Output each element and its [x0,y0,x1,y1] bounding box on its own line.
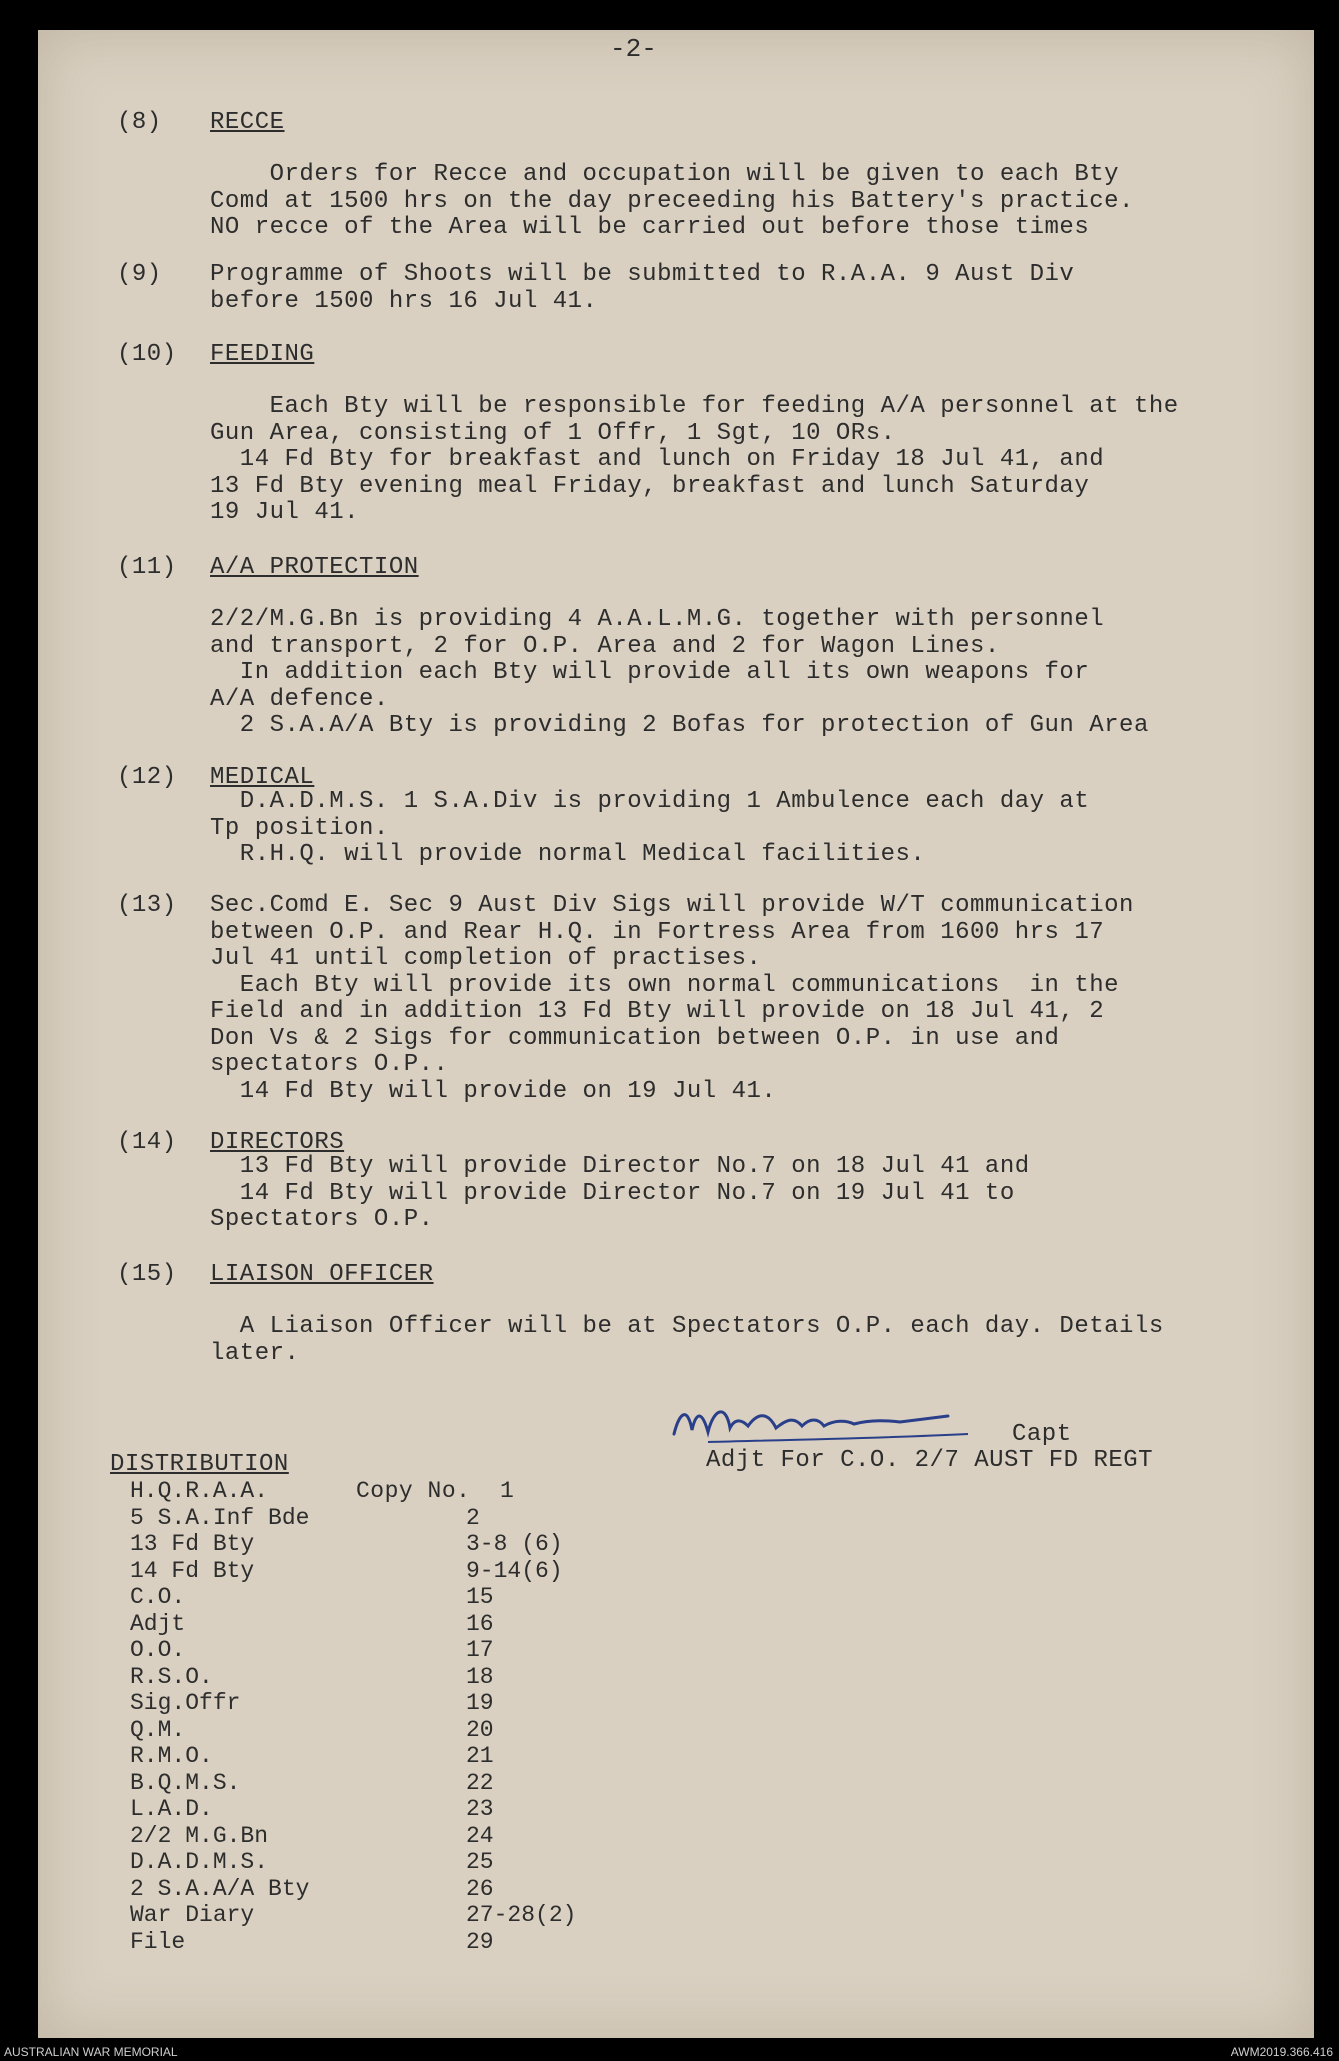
section-heading: A/A PROTECTION [210,554,419,581]
section-line: Orders for Recce and occupation will be given to each Bty [210,161,1120,188]
distribution-recipient: Adjt [130,1610,186,1637]
distribution-row [130,1690,630,1716]
section-number: (12) [117,764,177,791]
distribution-recipient: O.O. [130,1637,186,1663]
distribution-copy: 17 [466,1637,494,1663]
section-line: A Liaison Officer will be at Spectators O.P. each day. Details [210,1313,1164,1340]
section-line: Field and in addition 13 Fd Bty will provide on 18 Jul 41, 2 [210,998,1105,1025]
distribution-row [130,1823,630,1849]
distribution-row [130,1902,630,1928]
distribution-recipient: File [130,1928,186,1955]
distribution-copy: 25 [466,1849,494,1875]
distribution-row [130,1929,630,1955]
section-number: (14) [117,1129,177,1156]
section-line: Each Bty will provide its own normal communications in the [210,971,1120,999]
distribution-row [130,1796,630,1822]
section-line: 19 Jul 41. [210,499,360,526]
section-line: 2 S.A.A/A Bty is providing 2 Bofas for protection of Gun Area [210,712,1149,739]
distribution-heading: DISTRIBUTION [110,1451,289,1478]
distribution-recipient: B.Q.M.S. [130,1769,241,1796]
distribution-row [130,1478,630,1504]
distribution-recipient: 13 Fd Bty [130,1531,255,1557]
distribution-copy: 29 [466,1928,494,1955]
distribution-row [130,1637,630,1663]
section-line: between O.P. and Rear H.Q. in Fortress Area from 1600 hrs 17 [210,918,1105,946]
section-line: Tp position. [210,814,389,842]
section-line: spectators O.P.. [210,1051,449,1078]
section-number: (15) [117,1261,177,1288]
distribution-copy: 16 [466,1610,494,1637]
distribution-recipient: 2 S.A.A/A Bty [130,1875,310,1902]
distribution-copy: 20 [466,1716,494,1743]
distribution-recipient: 14 Fd Bty [130,1557,255,1584]
section-line: A/A defence. [210,685,389,713]
section-number: (10) [117,341,177,368]
distribution-row [130,1717,630,1743]
distribution-recipient: R.M.O. [130,1743,213,1769]
section-heading: RECCE [210,109,285,136]
distribution-row [130,1611,630,1637]
page-number: -2- [610,34,657,64]
section-line: Programme of Shoots will be submitted to R.A.A. 9 Aust Div [210,261,1075,288]
section-line: Don Vs & 2 Sigs for communication between O.P. in use and [210,1024,1060,1052]
distribution-row [130,1743,630,1769]
distribution-recipient: R.S.O. [130,1663,213,1690]
signature-rank: Capt [1012,1421,1072,1448]
section-line: before 1500 hrs 16 Jul 41. [210,287,598,315]
distribution-recipient: Q.M. [130,1716,186,1743]
copy-label: Copy No. [356,1478,471,1504]
section-line: 13 Fd Bty will provide Director No.7 on 18 Jul 41 and [210,1153,1030,1180]
distribution-copy: 2 [466,1504,480,1531]
distribution-copy: 9-14(6) [466,1557,563,1584]
distribution-recipient: L.A.D. [130,1796,213,1822]
section-line: 13 Fd Bty evening meal Friday, breakfast and lunch Saturday [210,472,1090,500]
section-line: R.H.Q. will provide normal Medical facilities. [210,841,926,868]
signature-title: Adjt For C.O. 2/7 AUST FD REGT [706,1447,1154,1474]
distribution-copy: 15 [466,1584,494,1610]
distribution-copy: 21 [466,1743,494,1769]
section-line: Comd at 1500 hrs on the day preceeding his Battery's practice. [210,187,1134,215]
footer-accession: AWM2019.366.416 [1230,2045,1333,2059]
section-heading: DIRECTORS [210,1129,345,1156]
distribution-recipient: 2/2 M.G.Bn [130,1822,269,1849]
section-line: In addition each Bty will provide all its own weapons for [210,659,1090,686]
distribution-row [130,1558,630,1584]
distribution-recipient: Sig.Offr [130,1690,241,1716]
distribution-copy: 19 [466,1690,494,1716]
section-line: Gun Area, consisting of 1 Offr, 1 Sgt, 10 ORs. [210,419,896,447]
distribution-copy: 18 [466,1663,494,1690]
section-line: D.A.D.M.S. 1 S.A.Div is providing 1 Ambulence each day at [210,788,1090,815]
distribution-copy: 23 [466,1796,494,1822]
section-line: NO recce of the Area will be carried out before those times [210,214,1090,241]
section-number: (8) [117,109,162,136]
section-heading: LIAISON OFFICER [210,1261,434,1288]
section-line: Spectators O.P. [210,1206,434,1233]
distribution-recipient: 5 S.A.Inf Bde [130,1504,310,1531]
signature-icon [668,1390,1048,1450]
section-number: (13) [117,892,177,919]
distribution-row [130,1531,630,1557]
distribution-copy: 1 [500,1478,514,1504]
section-number: (11) [117,554,177,581]
section-line: 14 Fd Bty for breakfast and lunch on Friday 18 Jul 41, and [210,446,1105,473]
section-line: Each Bty will be responsible for feeding A/A personnel at the [210,393,1179,420]
section-line: later. [210,1339,300,1367]
section-line: Sec.Comd E. Sec 9 Aust Div Sigs will provide W/T communication [210,892,1134,919]
section-line: and transport, 2 for O.P. Area and 2 for Wagon Lines. [210,632,1000,660]
section-line: 14 Fd Bty will provide on 19 Jul 41. [210,1077,777,1105]
footer [0,2043,1339,2061]
distribution-row [130,1849,630,1875]
distribution-copy: 3-8 (6) [466,1531,563,1557]
distribution-recipient: H.Q.R.A.A. [130,1478,269,1504]
distribution-recipient: War Diary [130,1902,255,1928]
distribution-row [130,1876,630,1902]
distribution-recipient: C.O. [130,1584,186,1610]
section-line: 14 Fd Bty will provide Director No.7 on 19 Jul 41 to [210,1179,1015,1207]
distribution-copy: 24 [466,1822,494,1849]
section-line: Jul 41 until completion of practises. [210,945,762,972]
distribution-copy: 26 [466,1875,494,1902]
footer-credit: AUSTRALIAN WAR MEMORIAL [4,2045,178,2059]
section-heading: MEDICAL [210,764,315,791]
distribution-row [130,1770,630,1796]
distribution-row [130,1664,630,1690]
section-line: 2/2/M.G.Bn is providing 4 A.A.L.M.G. together with personnel [210,606,1105,633]
distribution-copy: 22 [466,1769,494,1796]
section-number: (9) [117,261,162,288]
section-heading: FEEDING [210,341,315,368]
distribution-copy: 27-28(2) [466,1902,577,1928]
distribution-row [130,1584,630,1610]
distribution-row [130,1505,630,1531]
distribution-recipient: D.A.D.M.S. [130,1849,269,1875]
